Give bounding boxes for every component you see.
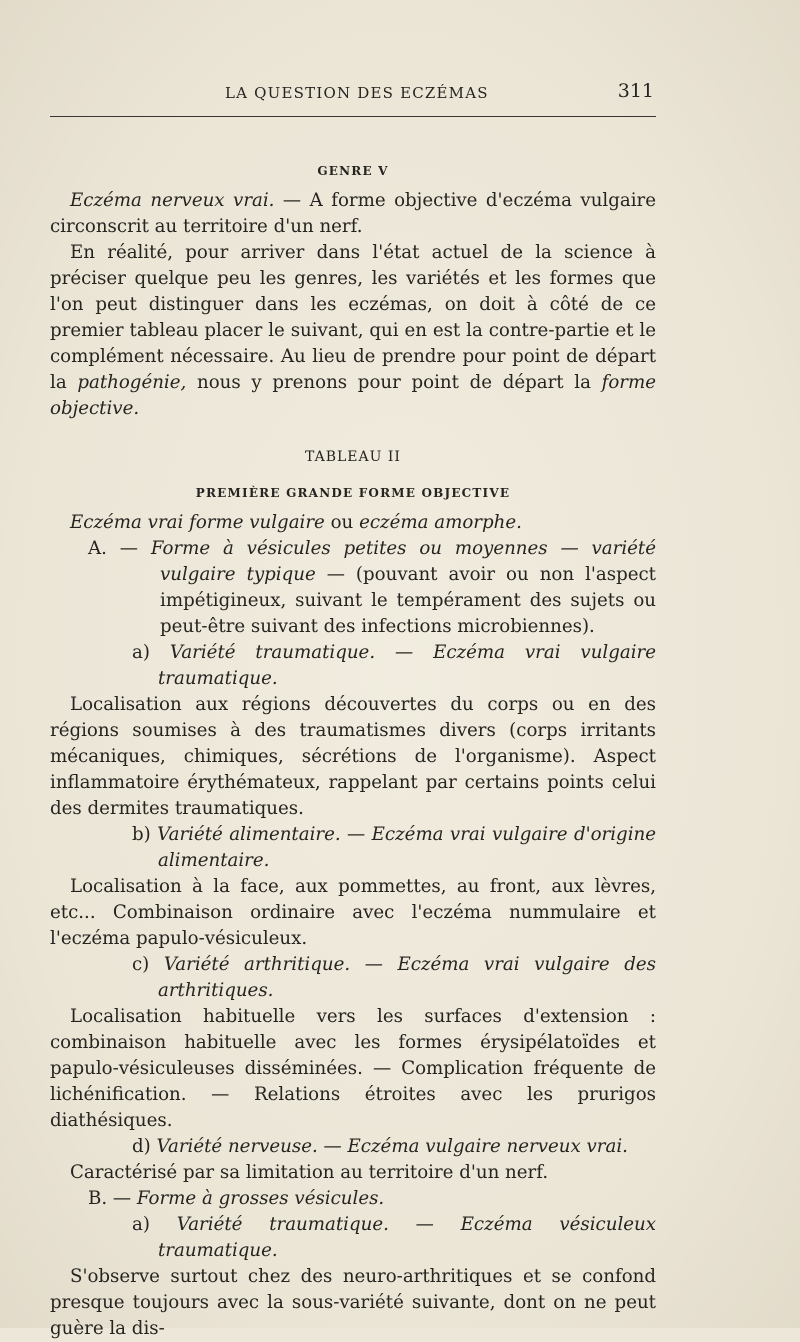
- paragraph-intro: En réalité, pour arriver dans l'état actuel de la science à préciser quelque peu les genres, les variétés et les formes que l'on peut distinguer dans les eczémas, on doit à côté de ce premier tableau placer le suivant, qui en est la contre-partie et le complément nécessaire. Au lieu de prendre pour point de départ la pathogénie, nous y prenons pour point de départ la forme objective.: [50, 242, 656, 419]
- variete-arthritique: c) Variété arthritique. — Eczéma vrai vulgaire des arthritiques.: [132, 954, 656, 1001]
- paragraph-localisation-2: Localisation à la face, aux pommettes, au front, aux lèvres, etc... Combinaison ordinaire avec l'eczéma nummulaire et l'eczéma papulo-vésiculeux.: [50, 876, 656, 949]
- page-body: [50, 158, 656, 1342]
- paragraph-nerveuse: Caractérisé par sa limitation au territoire d'un nerf.: [70, 1162, 549, 1183]
- tableau-heading: TABLEAU II: [305, 449, 401, 465]
- variete-alimentaire: b) Variété alimentaire. — Eczéma vrai vulgaire d'origine alimentaire.: [132, 824, 656, 871]
- paragraph-localisation-3: Localisation habituelle vers les surfaces d'extension : combinaison habituelle avec les formes érysipélatoïdes et papulo-vésiculeuses disséminées. — Complication fréquente de lichénification. — Relations étroites avec les prurigos diathésiques.: [50, 1006, 656, 1131]
- running-header: [50, 78, 656, 118]
- paragraph-localisation-1: Localisation aux régions découvertes du corps ou en des régions soumises à des traumatismes divers (corps irritants mécaniques, chimiques, sécrétions de l'organisme). Aspect inflammatoire érythémateux, rappelant par certains points celui des dermites traumatiques.: [50, 694, 656, 819]
- eczema-vulgaire-line: Eczéma vrai forme vulgaire ou eczéma amorphe.: [70, 512, 522, 533]
- section-b: B. — Forme à grosses vésicules.: [88, 1188, 385, 1209]
- section-a: A. — Forme à vésicules petites ou moyennes — variété vulgaire typique — (pouvant avoir ou non l'aspect impétigineux, suivant le tempérament des sujets ou peut-être suivant des infections microbiennes).: [88, 538, 656, 637]
- variete-nerveuse: d) Variété nerveuse. — Eczéma vulgaire nerveux vrai.: [132, 1136, 628, 1157]
- variete-traumatique: a) Variété traumatique. — Eczéma vrai vulgaire traumatique.: [132, 642, 656, 689]
- forme-subheading: PREMIÈRE GRANDE FORME OBJECTIVE: [195, 486, 511, 500]
- header-rule: [50, 116, 656, 117]
- page-number: 311: [617, 80, 654, 102]
- genre-heading: GENRE V: [317, 164, 389, 178]
- variete-traumatique-b: a) Variété traumatique. — Eczéma vésiculeux traumatique.: [132, 1214, 656, 1261]
- paragraph-final: S'observe surtout chez des neuro-arthritiques et se confond presque toujours avec la sous-variété suivante, dont on ne peut guère la dis-: [50, 1266, 656, 1339]
- paragraph-genre-v: Eczéma nerveux vrai. — A forme objective d'eczéma vulgaire circonscrit au territoire d'un nerf.: [50, 190, 656, 237]
- running-title: LA QUESTION DES ECZÉMAS: [225, 84, 489, 102]
